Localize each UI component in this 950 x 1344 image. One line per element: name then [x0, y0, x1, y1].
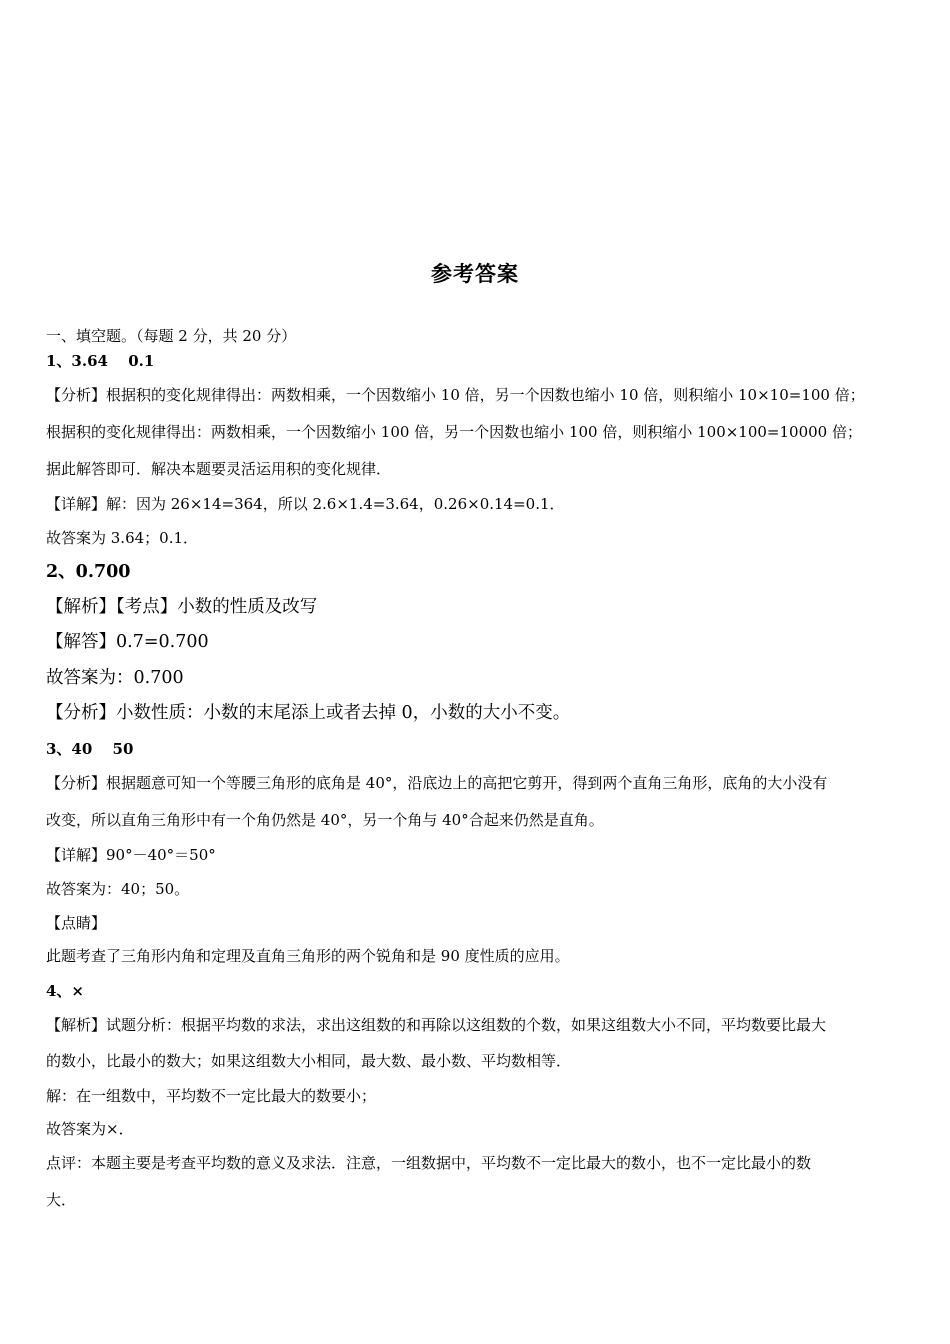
q1-answer: 1、3.64 0.1	[46, 352, 155, 370]
q3-analysis-line-2: 改变，所以直角三角形中有一个角仍然是 40°，另一个角与 40°合起来仍然是直角。	[46, 811, 604, 829]
q4-conclusion: 故答案为×．	[46, 1120, 134, 1138]
q2-conclusion: 故答案为：0.700	[46, 668, 184, 688]
q4-analysis-line-2: 的数小，比最小的数大；如果这组数大小相同，最大数、最小数、平均数相等．	[46, 1052, 572, 1070]
q4-comment-line-2: 大．	[46, 1191, 77, 1209]
q1-conclusion: 故答案为 3.64；0.1．	[46, 529, 199, 547]
q1-detail: 【详解】解：因为 26×14=364，所以 2.6×1.4=3.64，0.26×0.14=0.1．	[46, 495, 565, 513]
q3-remark-label: 【点睛】	[46, 914, 107, 932]
q2-analysis: 【分析】小数性质：小数的末尾添上或者去掉 0，小数的大小不变。	[46, 703, 571, 723]
q2-answer: 2、0.700	[46, 562, 131, 582]
q4-answer: 4、×	[46, 982, 85, 1000]
q3-answer: 3、40 50	[46, 740, 134, 758]
q3-remark: 此题考查了三角形内角和定理及直角三角形的两个锐角和是 90 度性质的应用。	[46, 947, 570, 965]
q4-analysis-line-1: 【解析】试题分析：根据平均数的求法，求出这组数的和再除以这组数的个数，如果这组数大小不同，平均数要比最大	[46, 1016, 827, 1034]
q2-point: 【解析】【考点】小数的性质及改写	[46, 597, 318, 617]
page-title: 参考答案	[431, 261, 519, 286]
q3-conclusion: 故答案为：40；50。	[46, 880, 190, 898]
q1-analysis-line-1: 【分析】根据积的变化规律得出：两数相乘，一个因数缩小 10 倍，另一个因数也缩小 10 倍，则积缩小 10×10=100 倍；	[46, 386, 865, 404]
q4-solution: 解：在一组数中，平均数不一定比最大的数要小；	[46, 1087, 377, 1105]
q3-detail: 【详解】90°－40°＝50°	[46, 846, 216, 864]
q1-analysis-line-3: 据此解答即可．解决本题要灵活运用积的变化规律．	[46, 460, 392, 478]
section-heading: 一、填空题。（每题 2 分，共 20 分）	[46, 327, 297, 345]
q1-analysis-line-2: 根据积的变化规律得出：两数相乘，一个因数缩小 100 倍，另一个因数也缩小 100 倍，则积缩小 100×100=10000 倍；	[46, 423, 862, 441]
q4-comment-line-1: 点评：本题主要是考查平均数的意义及求法．注意，一组数据中，平均数不一定比最大的数小，也不一定比最小的数	[46, 1154, 812, 1172]
q2-solution: 【解答】0.7=0.700	[46, 632, 209, 652]
q3-analysis-line-1: 【分析】根据题意可知一个等腰三角形的底角是 40°，沿底边上的高把它剪开，得到两个直角三角形，底角的大小没有	[46, 774, 828, 792]
